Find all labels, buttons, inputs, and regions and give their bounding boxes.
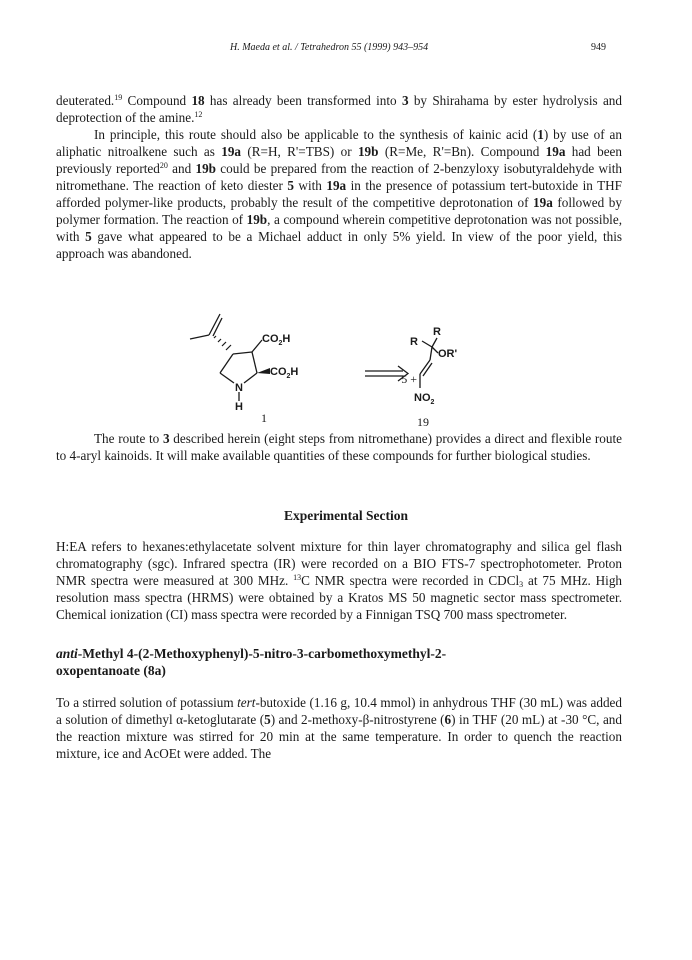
running-head-title: H. Maeda et al. / Tetrahedron 55 (1999) 943–954 xyxy=(230,42,429,53)
paragraph-kainic-acid-route: In principle, this route should also be applicable to the synthesis of kainic acid (1) by use of an aliphatic nitroalkene such as 19a (R=H, R'=TBS) or 19b (R=Me, R'=Bn). Compound 19a had been previously reported$^{20}$ and 19b could be prepared from the reaction of 2-benzyloxy isobutyraldehyde with nitromethane. The reaction of keto diester 5 with 19a in the presence of potassium tert-butoxide in THF afforded polymer-like products, probably the result of the competitive deprotonation of 19a followed by polymer formation. The reaction of 19b, a compound wherein competitive deprotonation was not possible, with 5 gave what appeared to be a Michael adduct in only 5% yield. In view of the poor yield, this approach was abandoned. xyxy=(56,127,623,261)
paragraph-conclusion: The route to 3 described herein (eight steps from nitromethane) provides a direct and flexible route to 4-aryl kainoids. It will make available quantities of these compounds for further biological studies. xyxy=(56,431,622,463)
hydrogen-atom: H xyxy=(235,401,243,413)
running-head xyxy=(0,42,692,56)
r-left: R xyxy=(410,336,418,348)
compound-19-label: 19 xyxy=(417,415,429,429)
plus-text: 5 + xyxy=(401,372,417,386)
scheme-drawing xyxy=(180,312,520,432)
or-prime: OR' xyxy=(438,348,458,360)
svg-text:CO2H: $CO_2H$ xyxy=(270,366,299,380)
compound-1-label: 1 xyxy=(261,411,267,425)
compound-title: anti-Methyl 4-(2-Methoxyphenyl)-5-nitro-3-carbomethoxymethyl-2- oxopentanoate (8a) xyxy=(56,646,447,678)
section-heading: Experimental Section xyxy=(283,508,409,523)
r-top: R xyxy=(433,326,441,338)
paragraph-procedure: To a stirred solution of potassium tert-butoxide (1.16 g, 10.4 mmol) in anhydrous THF (30 mL) was added a solution of dimethyl α-ketoglutarate (5) and 2-methoxy-β-nitrostyrene (6) in THF (20 mL) at -30 °C, and the reaction mixture was stirred for 20 min at the same temperature. In order to quench the reaction mixture, ice and AcOEt were added. The xyxy=(56,695,622,761)
retrosynthesis-scheme xyxy=(180,312,520,432)
paragraph-continuation: deuterated.$^{19}$ Compound 18 has already been transformed into 3 by Shirahama by ester hydrolysis and deprotection of the amine.$^{12}$ xyxy=(56,93,622,125)
page-number: 949 xyxy=(591,42,606,53)
svg-text:NO2: $NO_2$ xyxy=(414,392,435,406)
svg-text:CO2H: $CO_2H$ xyxy=(262,333,291,347)
nitrogen-atom: N xyxy=(235,382,243,394)
paragraph-general-methods: H:EA refers to hexanes:ethylacetate solvent mixture for thin layer chromatography and silica gel flash chromatography (sgc). Infrared spectra (IR) were recorded on a BIO FTS-7 spectrophotometer. Proton NMR spectra were measured at 300 MHz. $^{13}$C NMR spectra were recorded in CDCl$_3$ at 75 MHz. High resolution mass spectra (HRMS) were obtained by a Kratos MS 50 magnetic sector mass spectrometer. Chemical ionization (CI) mass spectra were recorded by a Finnigan TSQ 700 mass spectrometer. xyxy=(56,539,623,622)
